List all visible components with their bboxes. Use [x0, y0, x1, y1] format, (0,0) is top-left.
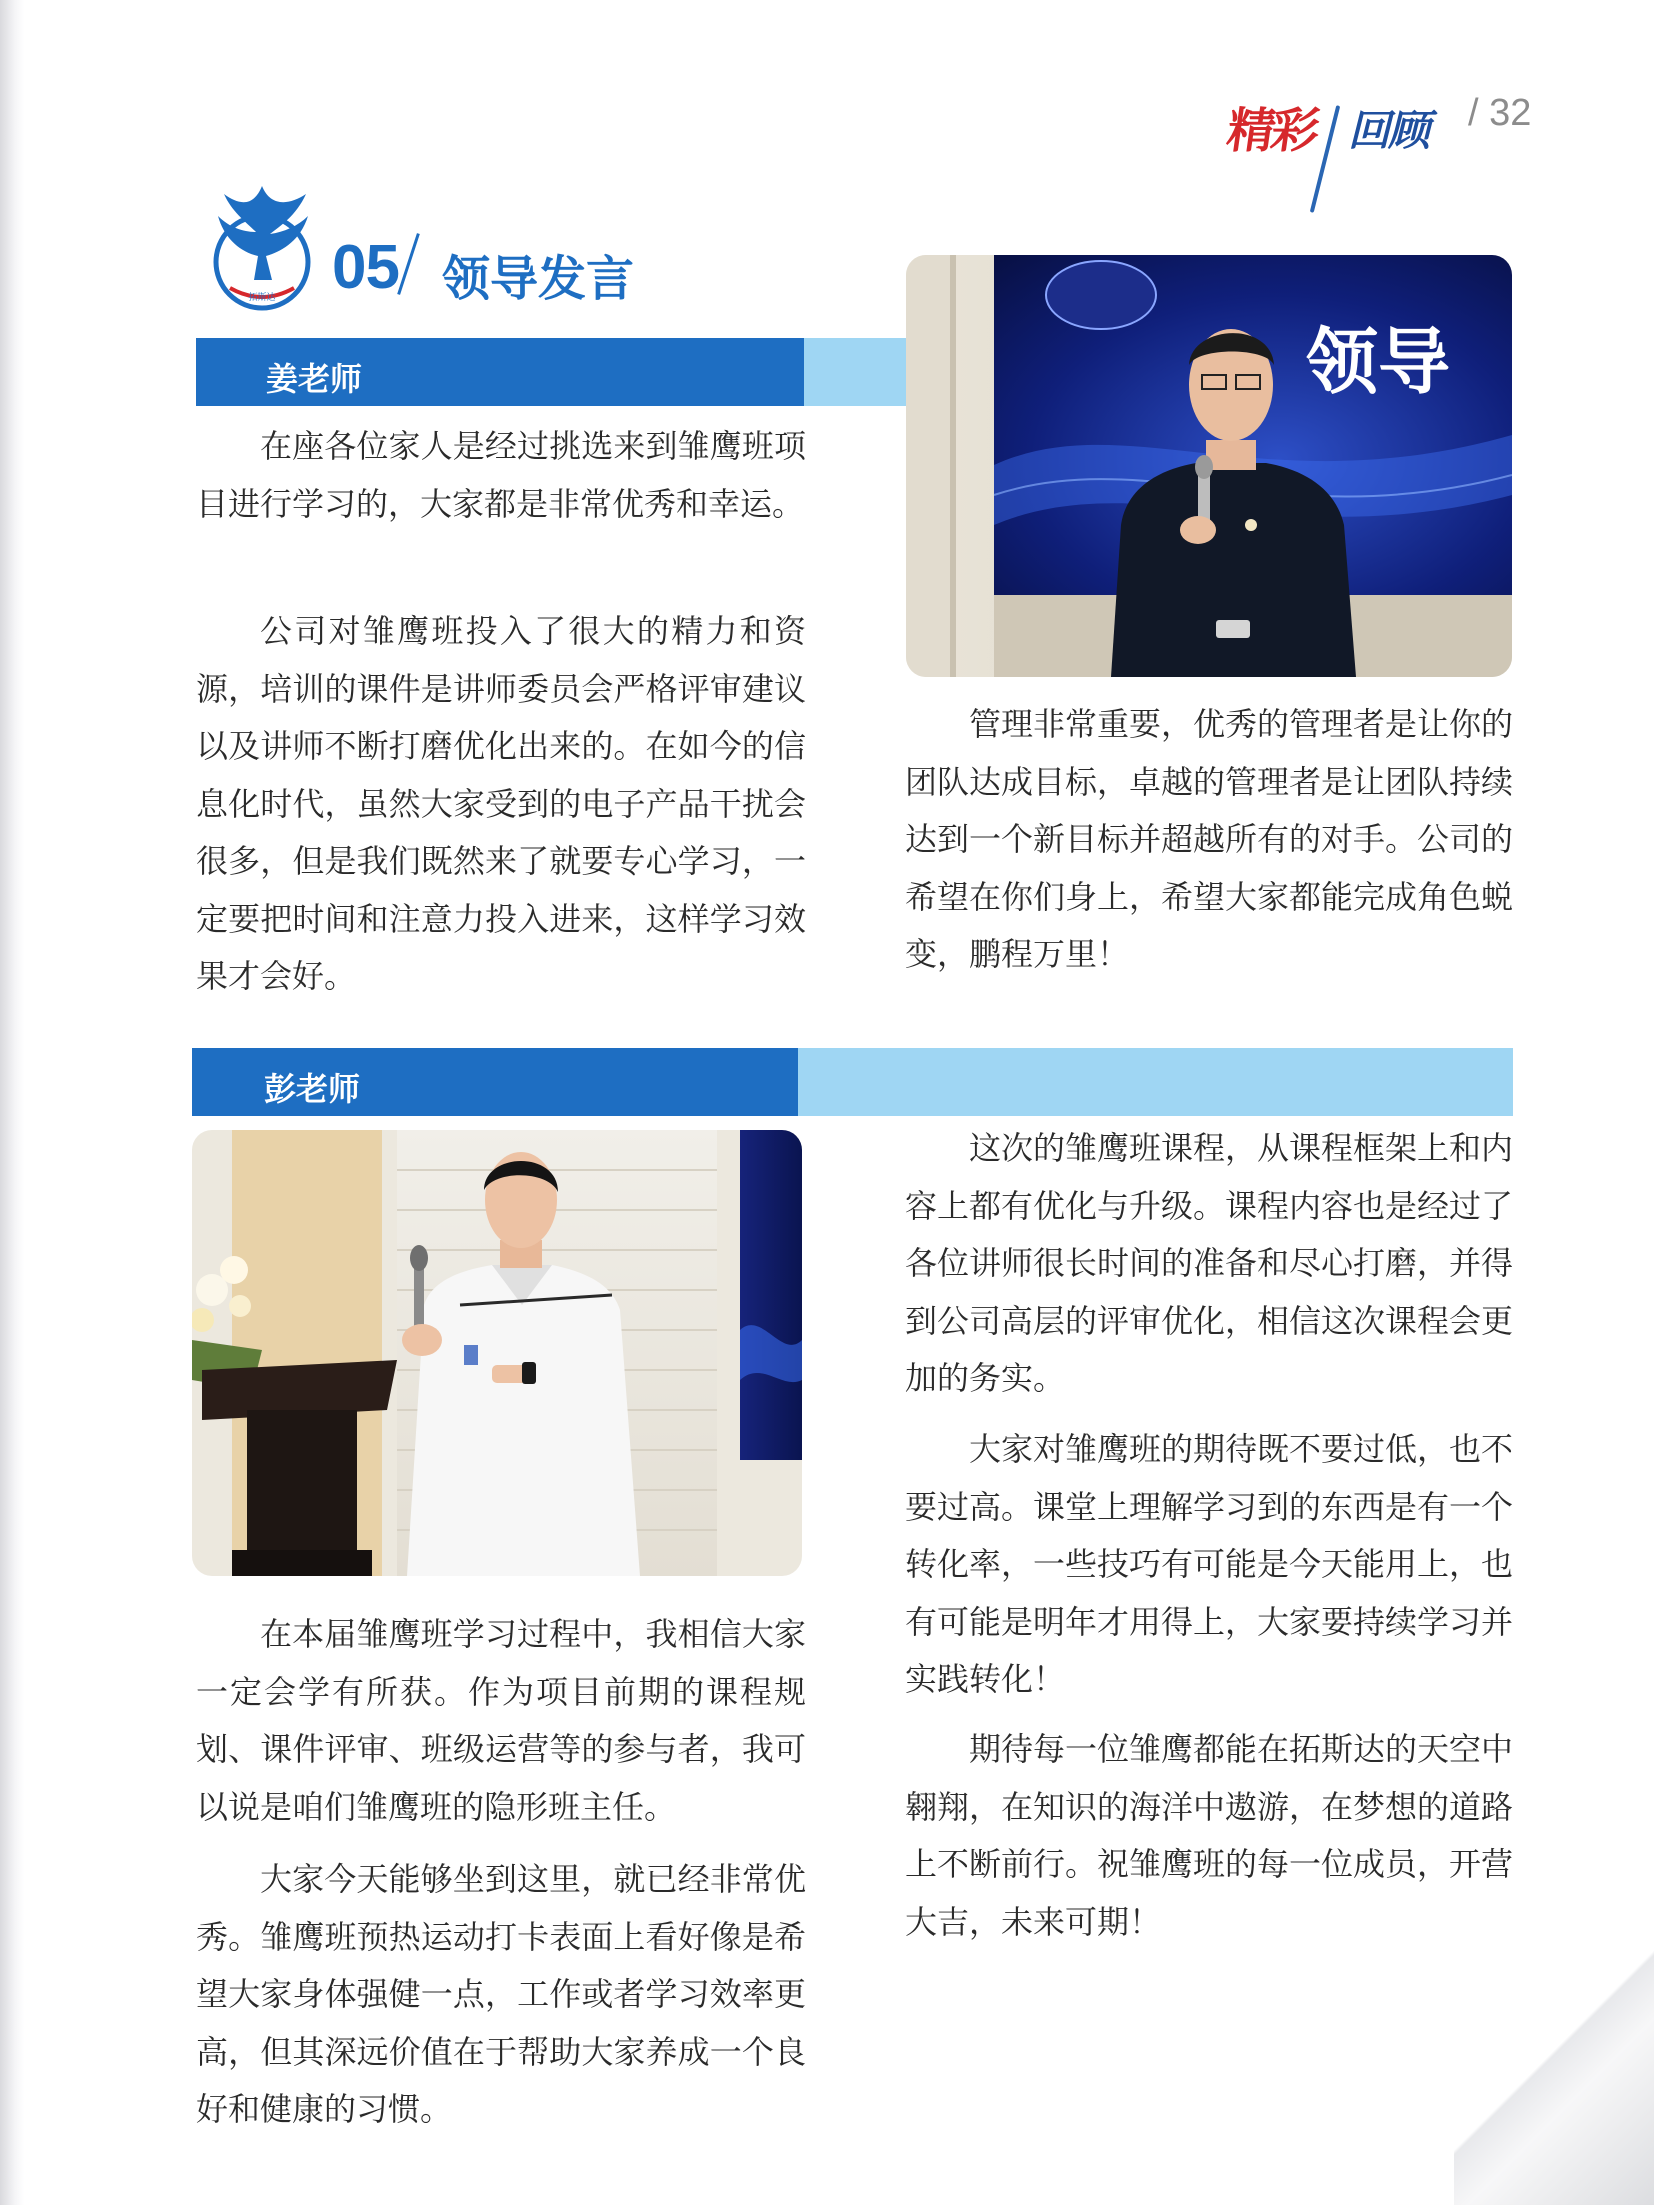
speaker2-paragraph: 大家今天能够坐到这里，就已经非常优秀。雏鹰班预热运动打卡表面上看好像是希望大家身体强健一点，工作或者学习效率更高，但其深远价值在于帮助大家养成一个良好和健康的习惯。 [196, 1860, 806, 2128]
speaker1-paragraph: 公司对雏鹰班投入了很大的精力和资源，培训的课件是讲师委员会严格评审建议以及讲师不断打磨优化出来的。在如今的信息化时代，虽然大家受到的电子产品干扰会很多，但是我们既然来了就要专心学习，一定要把时间和注意力投入进来，这样学习效果才会好。 [196, 612, 806, 995]
speaker2-bar [192, 1048, 1513, 1116]
speaker1-bar [196, 338, 906, 406]
speaker2-name: 彭老师 [264, 1070, 361, 1108]
page-number: / 32 [1468, 92, 1532, 134]
speaker1-name: 姜老师 [266, 360, 363, 398]
speaker2-bar-light [798, 1048, 1513, 1116]
speaker2-paragraph: 大家对雏鹰班的期待既不要过低，也不要过高。课堂上理解学习到的东西是有一个转化率，一些技巧有可能是今天能用上，也有可能是明年才用得上，大家要持续学习并实践转化！ [905, 1430, 1514, 1698]
speaker1-photo [906, 255, 1512, 677]
page-edge-shadow [0, 0, 24, 2205]
speaker1-bar-light [804, 338, 906, 406]
brand-jing: 精彩 [1223, 103, 1320, 159]
page-corner-curl [1454, 1915, 1654, 2205]
eagle-logo-icon [210, 176, 314, 314]
speaker1-photo-art [906, 255, 1512, 677]
section-number: 05 [332, 233, 399, 302]
speaker2-paragraph: 在本届雏鹰班学习过程中，我相信大家一定会学有所获。作为项目前期的课程规划、课件评审、班级运营等的参与者，我可以说是咱们雏鹰班的隐形班主任。 [196, 1615, 806, 1826]
speaker1-paragraph: 在座各位家人是经过挑选来到雏鹰班项目进行学习的，大家都是非常优秀和幸运。 [196, 427, 806, 523]
brand-huigu: 回顾 [1348, 106, 1429, 155]
speaker2-paragraph: 这次的雏鹰班课程，从课程框架上和内容上都有优化与升级。课程内容也是经过了各位讲师很长时间的准备和尽心打磨，并得到公司高层的评审优化，相信这次课程会更加的务实。 [905, 1129, 1514, 1397]
screen-text: 领导 [1306, 320, 1451, 404]
speaker2-photo-art [192, 1130, 802, 1576]
logo-text: 拓斯达 [248, 293, 276, 303]
speaker2-photo [192, 1130, 802, 1576]
speaker2-paragraph: 期待每一位雏鹰都能在拓斯达的天空中翱翔，在知识的海洋中遨游，在梦想的道路上不断前行。祝雏鹰班的每一位成员，开营大吉，未来可期！ [905, 1730, 1514, 1941]
speaker1-paragraph: 管理非常重要，优秀的管理者是让你的团队达成目标，卓越的管理者是让团队持续达到一个新目标并超越所有的对手。公司的希望在你们身上，希望大家都能完成角色蜕变，鹏程万里！ [905, 705, 1514, 973]
section-title: 领导发言 [442, 251, 635, 307]
section-slash [397, 233, 420, 295]
header-brand [1223, 84, 1458, 214]
